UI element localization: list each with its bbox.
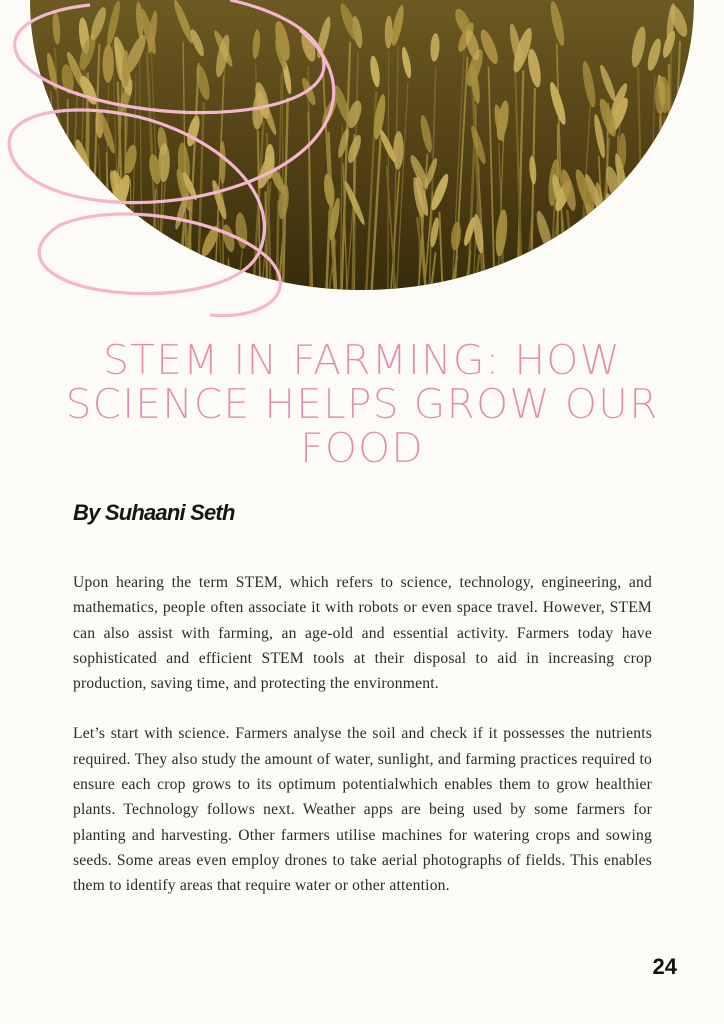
article-body — [73, 570, 652, 924]
paragraph: Let’s start with science. Farmers analyse the soil and check if it possesses the nutrients required. They also study the amount of water, sunlight, and farming practices required to ensure each crop grows to its optimum potentialwhich enables them to grow healthier plants. Technology follows next. Weather apps are being used by some farmers for planting and harvesting. Other farmers utilise machines for watering crops and sowing seeds. Some areas even employ drones to take aerial photographs of fields. This enables them to identify areas that require water or other attention. — [73, 725, 652, 895]
page-number: 24 — [652, 954, 677, 979]
author-byline: By Suhaani Seth — [73, 500, 235, 525]
hero-image-area — [0, 0, 724, 330]
paragraph: Upon hearing the term STEM, which refers to science, technology, engineering, and mathematics, people often associate it with robots or even space travel. However, STEM can also assist with farming, an age-old and essential activity. Farmers today have sophisticated and efficient STEM tools at their disposal to aid in increasing crop production, saving time, and protecting the environment. — [73, 574, 652, 693]
wheat-field-image — [0, 0, 724, 330]
article-title: STEM IN FARMING: HOW SCIENCE HELPS GROW OUR FOOD — [65, 336, 659, 472]
